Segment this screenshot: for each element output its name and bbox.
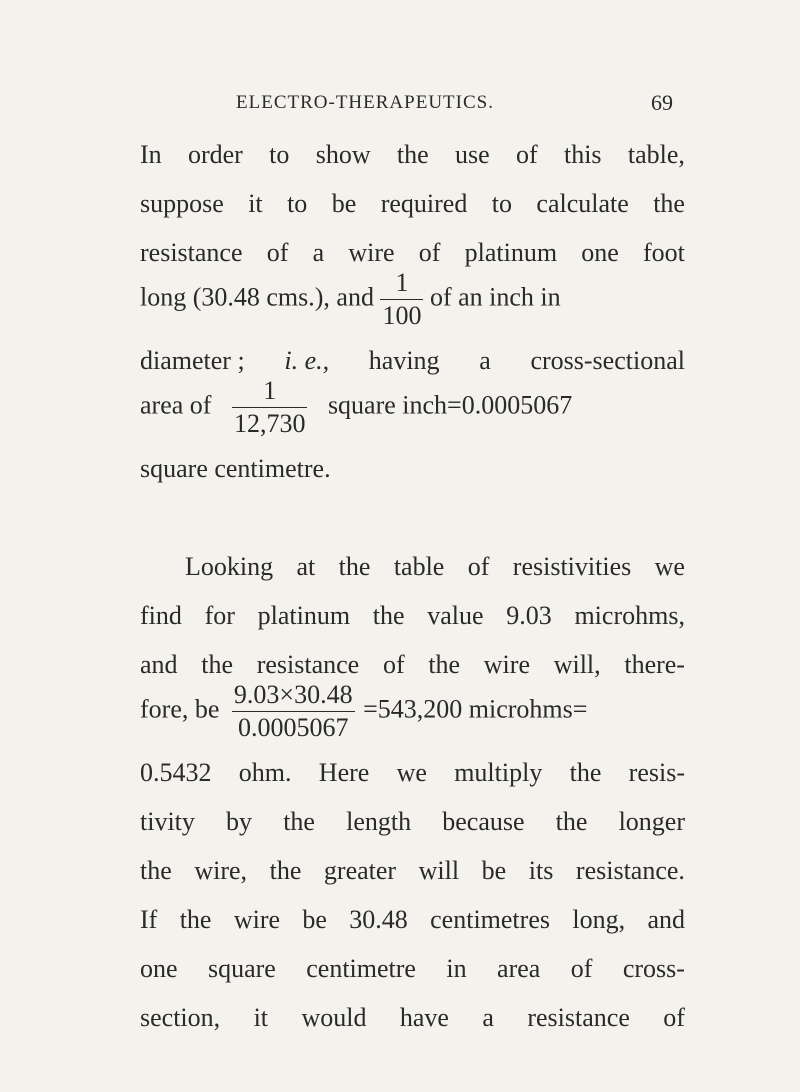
word: tivity [140,807,195,836]
paragraph-2-line-5 [140,758,685,788]
word: 9.03 [506,601,552,630]
word: the [269,856,302,885]
word: for [204,601,235,630]
fraction-denominator: 100 [382,301,422,330]
word: be [331,189,357,218]
word: one [140,954,178,983]
paragraph-2-line-1 [140,552,685,582]
fraction-numerator: 1 [380,270,423,300]
word: If [140,905,158,934]
word: be [302,905,327,934]
word: find [140,601,182,630]
word: suppose [140,189,224,218]
word: the [569,758,602,787]
fraction-denominator: 0.0005067 [237,713,349,742]
word: foot [643,238,685,267]
line-text: long (30.48 cms.), and [140,282,374,312]
word: of [382,650,405,679]
word: table, [627,140,685,169]
word: wire [348,238,395,267]
word: the [428,650,461,679]
word: 0.5432 [140,758,212,787]
word: longer [618,807,685,836]
line-text: fore, be [140,694,220,724]
word: centimetres [430,905,550,934]
word: and [140,650,178,679]
word: section, [140,1003,221,1032]
word: have [399,1003,449,1032]
word: the [372,601,405,630]
fraction-numerator: 9.03×30.48 [232,682,355,712]
paragraph-1-line-3 [140,238,685,268]
word: the [283,807,315,836]
word: multiply [454,758,543,787]
word: the [555,807,588,836]
paragraph-1-line-7 [140,454,331,484]
word: the [179,905,212,934]
fraction-one-hundredth [380,270,423,329]
word: resistance [256,650,360,679]
word: will [418,856,460,885]
paragraph-1-line-4 [140,270,561,329]
word: square [207,954,276,983]
word: table [393,552,445,581]
word: 30.48 [349,905,408,934]
paragraph-2-line-7 [140,856,685,886]
word: platinum [464,238,558,267]
word: Looking [185,552,274,581]
paragraph-2-line-9 [140,954,685,984]
word: of [266,238,289,267]
word: Here [318,758,370,787]
word: to [287,189,308,218]
paragraph-1-line-6 [140,378,572,437]
word: resistance. [575,856,685,885]
paragraph-1-line-1 [140,140,685,170]
word: i. e., [284,346,330,375]
paragraph-1-line-5 [140,346,685,376]
word: in [446,954,467,983]
line-text: area of [140,390,212,420]
line-text: =543,200 microhms= [363,694,588,724]
word: will, [553,650,601,679]
word: this [563,140,602,169]
word: a [479,346,491,375]
line-text: square centimetre. [140,454,331,483]
word: show [315,140,371,169]
word: cross- [622,954,685,983]
word: the [653,189,685,218]
word: long, [572,905,626,934]
word: having [368,346,440,375]
word: a [312,238,325,267]
word: microhms, [574,601,685,630]
word: to [269,140,290,169]
word: wire, [194,856,248,885]
word: there- [624,650,685,679]
word: value [427,601,484,630]
word: In [140,140,162,169]
word: wire [483,650,530,679]
word: by [226,807,253,836]
word: at [296,552,316,581]
word: because [442,807,525,836]
fraction-numerator: 1 [232,378,308,408]
word: diameter ; [140,346,245,375]
word: wire [233,905,281,934]
word: greater [323,856,397,885]
word: would [301,1003,367,1032]
paragraph-2-line-3 [140,650,685,680]
word: we [654,552,685,581]
word: of [418,238,441,267]
word: of [570,954,593,983]
word: be [481,856,507,885]
word: we [396,758,427,787]
word: of [515,140,538,169]
word: of [467,552,490,581]
word: it [248,189,263,218]
word: ohm. [238,758,292,787]
word: order [187,140,243,169]
word: the [338,552,371,581]
line-text: of an inch in [429,282,561,312]
word: platinum [257,601,351,630]
word: use [455,140,490,169]
fraction-resistance-calc [232,682,355,741]
word: resistance [140,238,243,267]
word: required [380,189,468,218]
word: length [346,807,412,836]
word: and [647,905,685,934]
fraction-one-over-12730 [232,378,308,437]
paragraph-1-line-2 [140,189,685,219]
word: the [201,650,234,679]
page-number: 69 [651,90,673,115]
paragraph-2-line-6 [140,807,685,837]
paragraph-2-line-8 [140,905,685,935]
paragraph-2-line-10 [140,1003,685,1033]
word: the [396,140,429,169]
word: one [581,238,619,267]
word: centimetre [306,954,416,983]
word: area [497,954,541,983]
word: calculate [536,189,629,218]
word: resis- [628,758,685,787]
fraction-denominator: 12,730 [233,409,306,438]
word: of [663,1003,685,1032]
word: the [140,856,172,885]
word: it [253,1003,269,1032]
running-header: ELECTRO-THERAPEUTICS. [236,92,494,113]
word: its [528,856,554,885]
paragraph-2-line-2 [140,601,685,631]
line-text: square inch=0.0005067 [327,390,573,420]
word: resistivities [512,552,632,581]
paragraph-2-line-4 [140,682,587,741]
word: cross-sectional [530,346,685,375]
word: a [482,1003,494,1032]
word: to [491,189,512,218]
word: resistance [527,1003,630,1032]
